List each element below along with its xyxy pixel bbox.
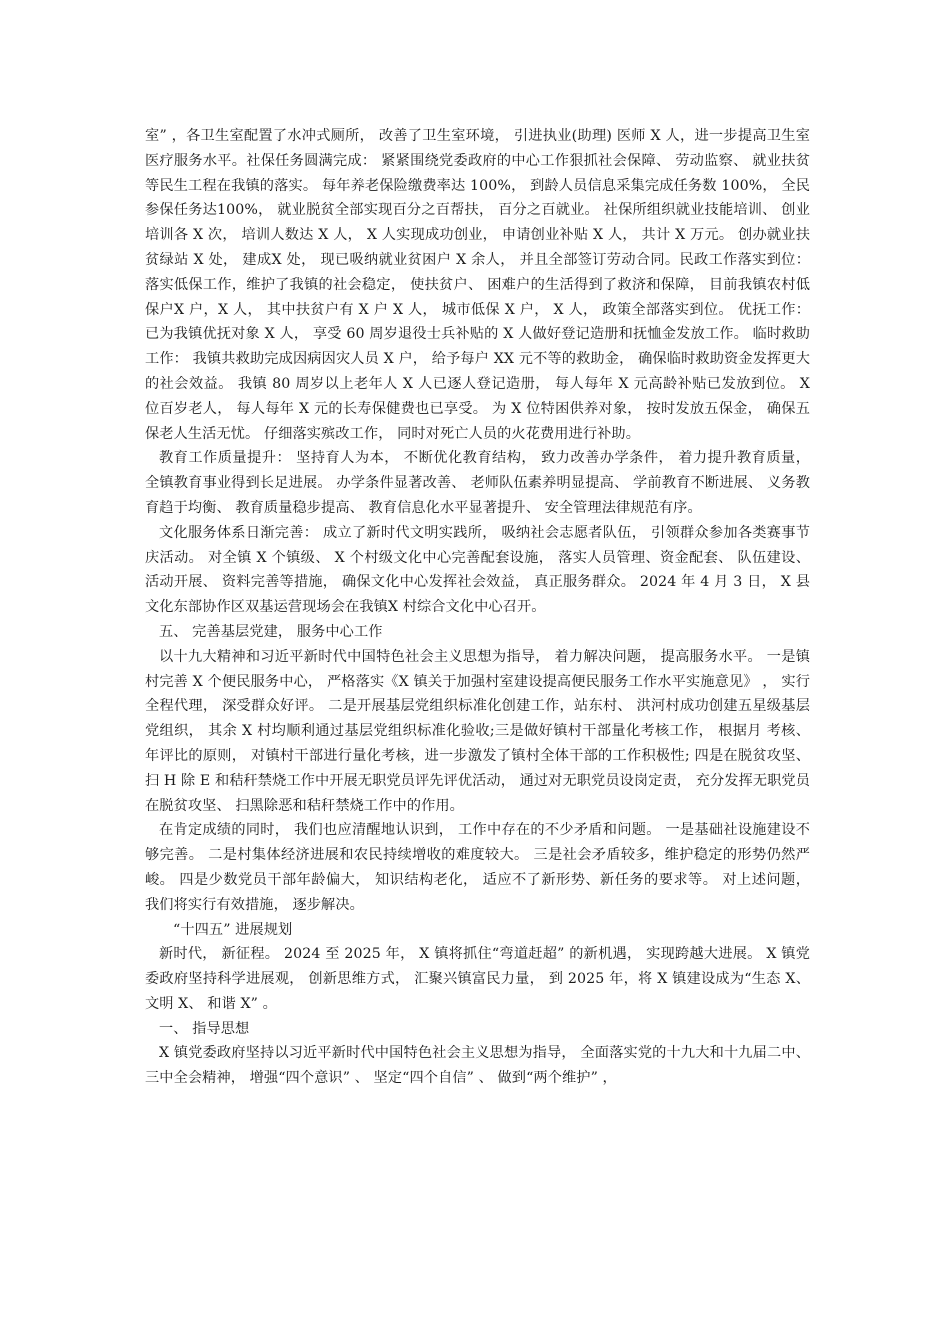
paragraph-new-era: 新时代， 新征程。 2024 至 2025 年， X 镇将抓住“弯道赶超” 的新机遇， 实现跨越大进展。 X 镇党委政府坚持科学进展观， 创新思维方式， 汇聚兴镇富民力量， 到 2025 年，将 X 镇建设成为“生态 X、文明 X、 和谐 X” 。	[145, 946, 810, 1012]
section-heading-plan: “十四五” 进展规划	[173, 921, 293, 938]
paragraph-culture: 文化服务体系日渐完善： 成立了新时代文明实践所， 吸纳社会志愿者队伍， 引领群众参加各类赛事节庆活动。 对全镇 X 个镇级、 X 个村级文化中心完善配套设施， 落实人员管理、资金配套、 队伍建设、活动开展、 资料完善等措施， 确保文化中心发挥社会效益， 真正服务群众。 2024 年 4 月 3 日， X 县文化东部协作区双基运营现场会在我镇X 村综合文化中心召开。	[145, 524, 810, 616]
paragraph-party-building: 以十九大精神和习近平新时代中国特色社会主义思想为指导， 着力解决问题， 提高服务水平。 一是镇村完善 X 个便民服务中心， 严格落实《X 镇关于加强村室建设提高便民服务工作水平实施意见》 ， 实行全程代理， 深受群众好评。 二是开展基层党组织标准化创建工作，站东村、 洪河村成功创建五星级基层党组织， 其余 X 村均顺利通过基层党组织标准化验收;三是做好镇村干部量化考核工作， 根据月 考核、年评比的原则， 对镇村干部进行量化考核，进一步激发了镇村全体干部的工作积极性; 四是在脱贫攻坚、 扫 H 除 E 和秸秆禁烧工作中开展无职党员评先评优活动， 通过对无职党员设岗定责， 充分发挥无职党员在脱贫攻坚、 扫黑除恶和秸秆禁烧工作中的作用。	[145, 648, 810, 814]
section-heading-guiding-thought: 一、 指导思想	[159, 1020, 250, 1037]
paragraph-problems: 在肯定成绩的同时， 我们也应清醒地认识到， 工作中存在的不少矛盾和问题。 一是基础社设施建设不够完善。 二是村集体经济进展和农民持续增收的难度较大。 三是社会矛盾较多，维护稳定的形势仍然严峻。 四是少数党员干部年龄偏大， 知识结构老化， 适应不了新形势、新任务的要求等。 对上述问题， 我们将实行有效措施， 逐步解决。	[145, 822, 810, 913]
paragraph-guiding-thought: X 镇党委政府坚持以习近平新时代中国特色社会主义思想为指导， 全面落实党的十九大和十九届二中、 三中全会精神， 增强“四个意识” 、 坚定“四个自信” 、 做到“两个维护” ，	[145, 1045, 810, 1087]
document-page	[145, 124, 810, 1091]
section-heading-party-building: 五、 完善基层党建， 服务中心工作	[159, 623, 383, 640]
paragraph-education: 教育工作质量提升： 坚持育人为本， 不断优化教育结构， 致力改善办学条件， 着力提升教育质量， 全镇教育事业得到长足进展。 办学条件显著改善、 老师队伍素养明显提高、 学前教育不断进展、 义务教育趋于均衡、 教育质量稳步提高、 教育信息化水平显著提升、 安全管理法律规范有序。	[145, 450, 810, 516]
paragraph-social-services: 室” ，各卫生室配置了水冲式厕所， 改善了卫生室环境， 引进执业(助理) 医师 X 人，进一步提高卫生室医疗服务水平。社保任务圆满完成： 紧紧围绕党委政府的中心工作狠抓社会保障、 劳动监察、 就业扶贫等民生工程在我镇的落实。 每年养老保险缴费率达 100%， 到龄人员信息采集完成任务数 100%， 全民参保任务达100%， 就业脱贫全部实现百分之百帮扶， 百分之百就业。 社保所组织就业技能培训、 创业培训各 X 次， 培训人数达 X 人， X 人实现成功创业， 申请创业补贴 X 人， 共计 X 万元。 创办就业扶贫绿站 X 处， 建成X 处， 现已吸纳就业贫困户 X 余人， 并且全部签订劳动合同。民政工作落实到位： 落实低保工作，维护了我镇的社会稳定， 使扶贫户、 困难户的生活得到了救济和保障， 目前我镇农村低保户X 户，X 人， 其中扶贫户有 X 户 X 人， 城市低保 X 户， X 人， 政策全部落实到位。 优抚工作： 已为我镇优抚对象 X 人， 享受 60 周岁退役士兵补贴的 X 人做好登记造册和抚恤金发放工作。 临时救助工作： 我镇共救助完成因病因灾人员 X 户， 给予每户 XX 元不等的救助金， 确保临时救助资金发挥更大的社会效益。 我镇 80 周岁以上老年人 X 人已逐人登记造册， 每人每年 X 元高龄补贴已发放到位。 X 位百岁老人， 每人每年 X 元的长寿保健费也已享受。 为 X 位特困供养对象， 按时发放五保金， 确保五保老人生活无忧。 仔细落实殡改工作， 同时对死亡人员的火花费用进行补助。	[145, 128, 810, 442]
